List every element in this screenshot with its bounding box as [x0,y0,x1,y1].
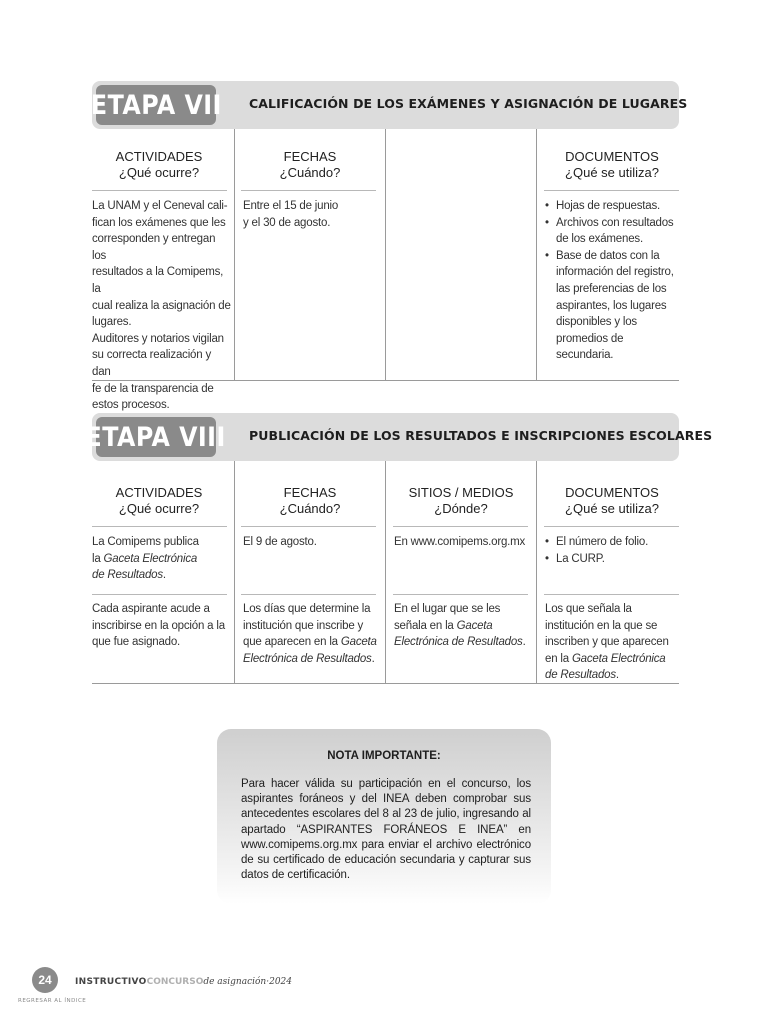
stage-vii-badge [90,85,222,125]
col-question: ¿Cuándo? [279,501,341,516]
text-line: El 9 de agosto. [243,536,317,548]
col-question: ¿Qué ocurre? [118,165,200,180]
back-to-index-link[interactable]: REGRESAR AL ÍNDICE [18,998,87,1004]
divider [234,461,235,683]
text-line: En www.comipems.org.mx [394,536,526,548]
stage-viii-row2-site [394,601,528,651]
text-line: Entre el 15 de junio [243,200,339,212]
col-label: FECHAS [283,485,337,500]
text-line: y el 30 de agosto. [243,216,331,229]
divider [393,594,528,595]
col-label: DOCUMENTOS [565,149,659,164]
gaceta-title: Gaceta Electrónica de Resultados [545,652,666,682]
divider [234,129,235,380]
divider [241,526,376,527]
list-item: • El número de folio. [545,534,679,551]
stage-vii-col-documents [541,149,683,181]
text-fragment: . [615,669,619,682]
stage-viii-name: ETAPA VIII [85,421,227,453]
text-line: estos procesos. [92,399,170,412]
stage-viii-row1-documents [545,534,679,567]
brand-asignacion: de asignación [203,977,267,987]
col-label: ACTIVIDADES [115,485,203,500]
documents-list [545,198,679,364]
stage-vii-activities [92,198,232,414]
stage-vii-title: CALIFICACIÓN DE LOS EXÁMENES Y ASIGNACIÓN DE LUGARES [249,96,688,111]
brand-instructivo: INSTRUCTIVO [75,977,147,987]
text-line: resultados a la Comipems, la [92,266,224,295]
footer-brand [75,976,292,987]
divider [385,129,386,380]
col-question: ¿Cuándo? [279,165,341,180]
divider [544,526,679,527]
page-number: 24 [32,967,58,993]
documents-list [545,534,679,567]
text-line: corresponden y entregan los [92,233,216,262]
stage-viii-bottom-rule [92,683,679,684]
gaceta-title: de Resultados [92,569,163,582]
text-fragment: la [92,552,104,565]
text-line: lugares. [92,316,132,329]
divider [536,461,537,683]
gaceta-title: Gaceta Electrónica [103,552,198,565]
list-item: • La CURP. [545,551,679,568]
divider [544,190,679,191]
important-note-box [217,729,551,904]
gaceta-title: Gaceta Electrónica de Resultados [243,636,377,665]
text-fragment: . [522,636,526,649]
col-label: SITIOS / MEDIOS [408,485,514,500]
text-line: Auditores y notarios vigilan [92,332,224,345]
divider [92,526,227,527]
text-line: La UNAM y el Ceneval cali- [92,200,228,212]
col-label: DOCUMENTOS [565,485,659,500]
col-question: ¿Qué se utiliza? [565,501,659,516]
stage-vii-col-dates [239,149,381,181]
divider [241,594,376,595]
divider [544,594,679,595]
brand-year: ·2024 [266,977,292,987]
text-fragment: En el lugar que se les señala en la [394,603,501,632]
text-fragment: Los días que determine la institución que inscribe y que aparecen en la [243,603,371,649]
stage-viii-header [85,413,713,461]
text-line: su correcta realización y dan [92,349,211,378]
stage-vii-bottom-rule [92,380,679,381]
col-label: ACTIVIDADES [115,149,203,164]
stage-vii-name: ETAPA VII [90,89,222,121]
stage-viii-row2-documents [545,601,679,684]
gaceta-title: Gaceta Electrónica de Resultados [394,619,523,649]
col-label: FECHAS [283,149,337,164]
divider [536,129,537,380]
stage-viii-row2-activity [92,601,226,651]
text-block: Cada aspirante acude a inscribirse en la opción a la que fue asignado. [92,603,225,649]
stage-viii-badge [85,417,227,457]
brand-concurso: CONCURSO [146,977,204,987]
stage-viii-row1-activity [92,534,232,584]
stage-viii-col-sites [390,485,532,517]
text-line [92,551,232,568]
stage-vii-dates [243,198,383,231]
stage-viii-row2-date [243,601,379,667]
stage-vii-header [90,81,688,129]
divider [92,594,227,595]
stage-viii-row1-date [243,534,383,551]
stage-viii-col-documents [541,485,683,517]
text-fragment: Los que señala la institución en la que se inscriben y que aparecen en la [545,603,669,665]
divider [385,461,386,683]
stage-viii-col-activities [88,485,230,517]
note-title: NOTA IMPORTANTE: [327,750,441,762]
text-line: cual realiza la asignación de [92,299,231,312]
text-line: fican los exámenes que les [92,216,226,229]
note-text: Para hacer válida su participación en el concurso, los aspirantes foráneos y del INEA deben comprobar sus antecedentes escolares del 8 al 23 de julio, ingresando al apartado “ASPIRANTES FORÁNEOS E INEA” en www.comipems.org.mx para enviar el archivo electrónico de su certificado de educación secundaria y capturar sus datos de certificación. [241,778,531,882]
divider [241,190,376,191]
divider [393,526,528,527]
list-item: • Hojas de respuestas. [545,198,679,215]
text-line: fe de la transparencia de [92,382,214,395]
stage-vii-col-activities [88,149,230,181]
text-line: La Comipems publica [92,536,199,548]
stage-viii-title: PUBLICACIÓN DE LOS RESULTADOS E INSCRIPCIONES ESCOLARES [249,428,713,443]
stage-viii-row1-site [394,534,534,551]
list-item: • Archivos con resultados de los exámenes. [545,215,679,248]
stage-viii-col-dates [239,485,381,517]
col-question: ¿Qué se utiliza? [565,165,659,180]
list-item: • Base de datos con la información del registro, las preferencias de los aspirantes, los lugares disponibles y los promedios de secundaria. [545,248,679,364]
col-question: ¿Dónde? [434,501,488,516]
divider [92,190,227,191]
stage-vii-documents [545,198,679,364]
text-fragment: . [371,652,375,665]
text-fragment: . [162,569,166,582]
text-line [92,567,232,584]
col-question: ¿Qué ocurre? [118,501,200,516]
